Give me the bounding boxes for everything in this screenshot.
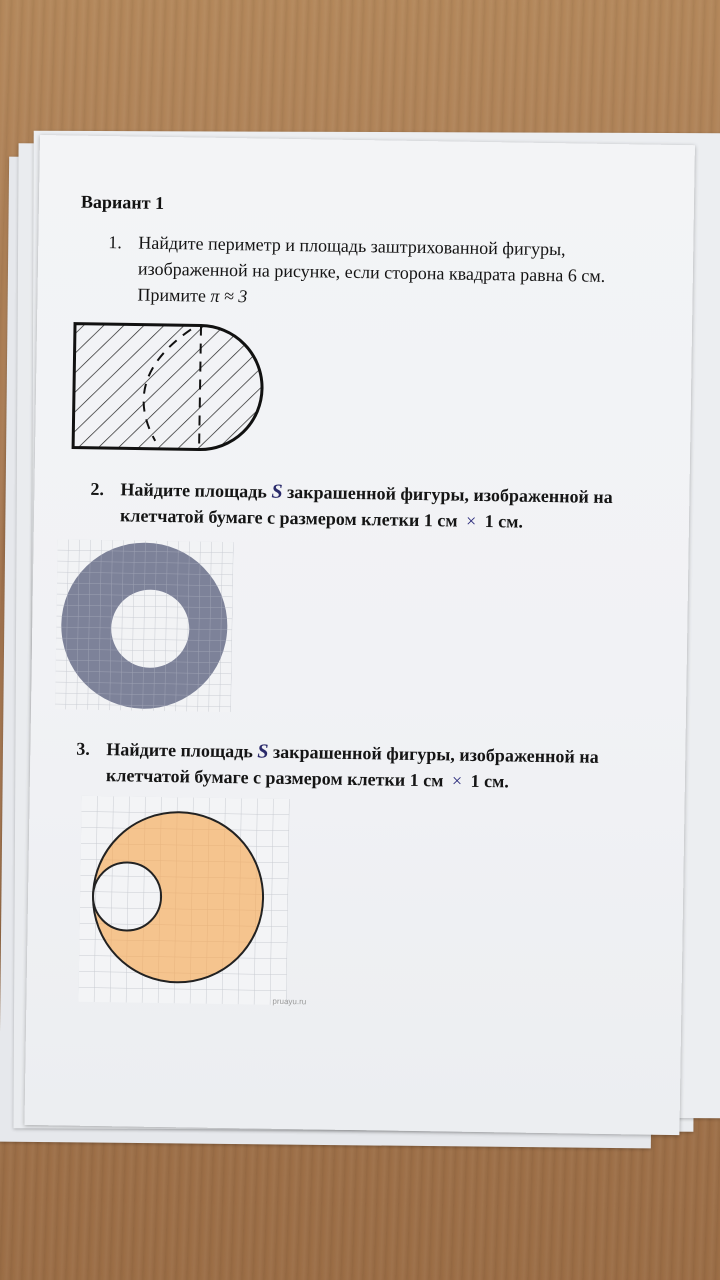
circle-figure: [78, 796, 291, 1009]
task-text: клетчатой бумаге с размером клетки 1 см: [119, 505, 458, 531]
task-text: клетчатой бумаге с размером клетки 1 см: [105, 765, 444, 791]
area-symbol: S: [271, 480, 283, 503]
task-text: 1 см.: [470, 770, 510, 792]
task-number: 1.: [108, 232, 122, 253]
task-text: 1 см.: [484, 511, 524, 532]
task-3: [76, 736, 647, 796]
worksheet-page: [24, 135, 694, 1135]
task-text-line: изображенной на рисунке, если сторона квадрата равна 6 см.: [137, 258, 606, 286]
hatched-figure: [69, 318, 271, 461]
task-text: Найдите площадь: [106, 739, 258, 762]
times-sign: ×: [451, 770, 463, 791]
area-symbol: S: [257, 740, 269, 763]
task-text: закрашенной фигуры, изображенной на: [268, 741, 599, 767]
watermark: pruayu.ru: [272, 996, 307, 1007]
ring-figure: [55, 539, 234, 712]
task-number: 3.: [76, 738, 91, 759]
task-number: 2.: [90, 478, 105, 500]
task-1: [108, 230, 658, 316]
pi-formula: π ≈ 3: [210, 285, 248, 307]
task-text-line: Найдите периметр и площадь заштрихованной фигуры,: [138, 232, 566, 260]
variant-title: Вариант 1: [80, 191, 165, 213]
task-2: [90, 476, 661, 536]
task-text: Найдите площадь: [120, 479, 272, 502]
task-text: Примите: [137, 284, 211, 306]
times-sign: ×: [465, 510, 477, 531]
task-text: закрашенной фигуры, изображенной на: [282, 481, 613, 508]
